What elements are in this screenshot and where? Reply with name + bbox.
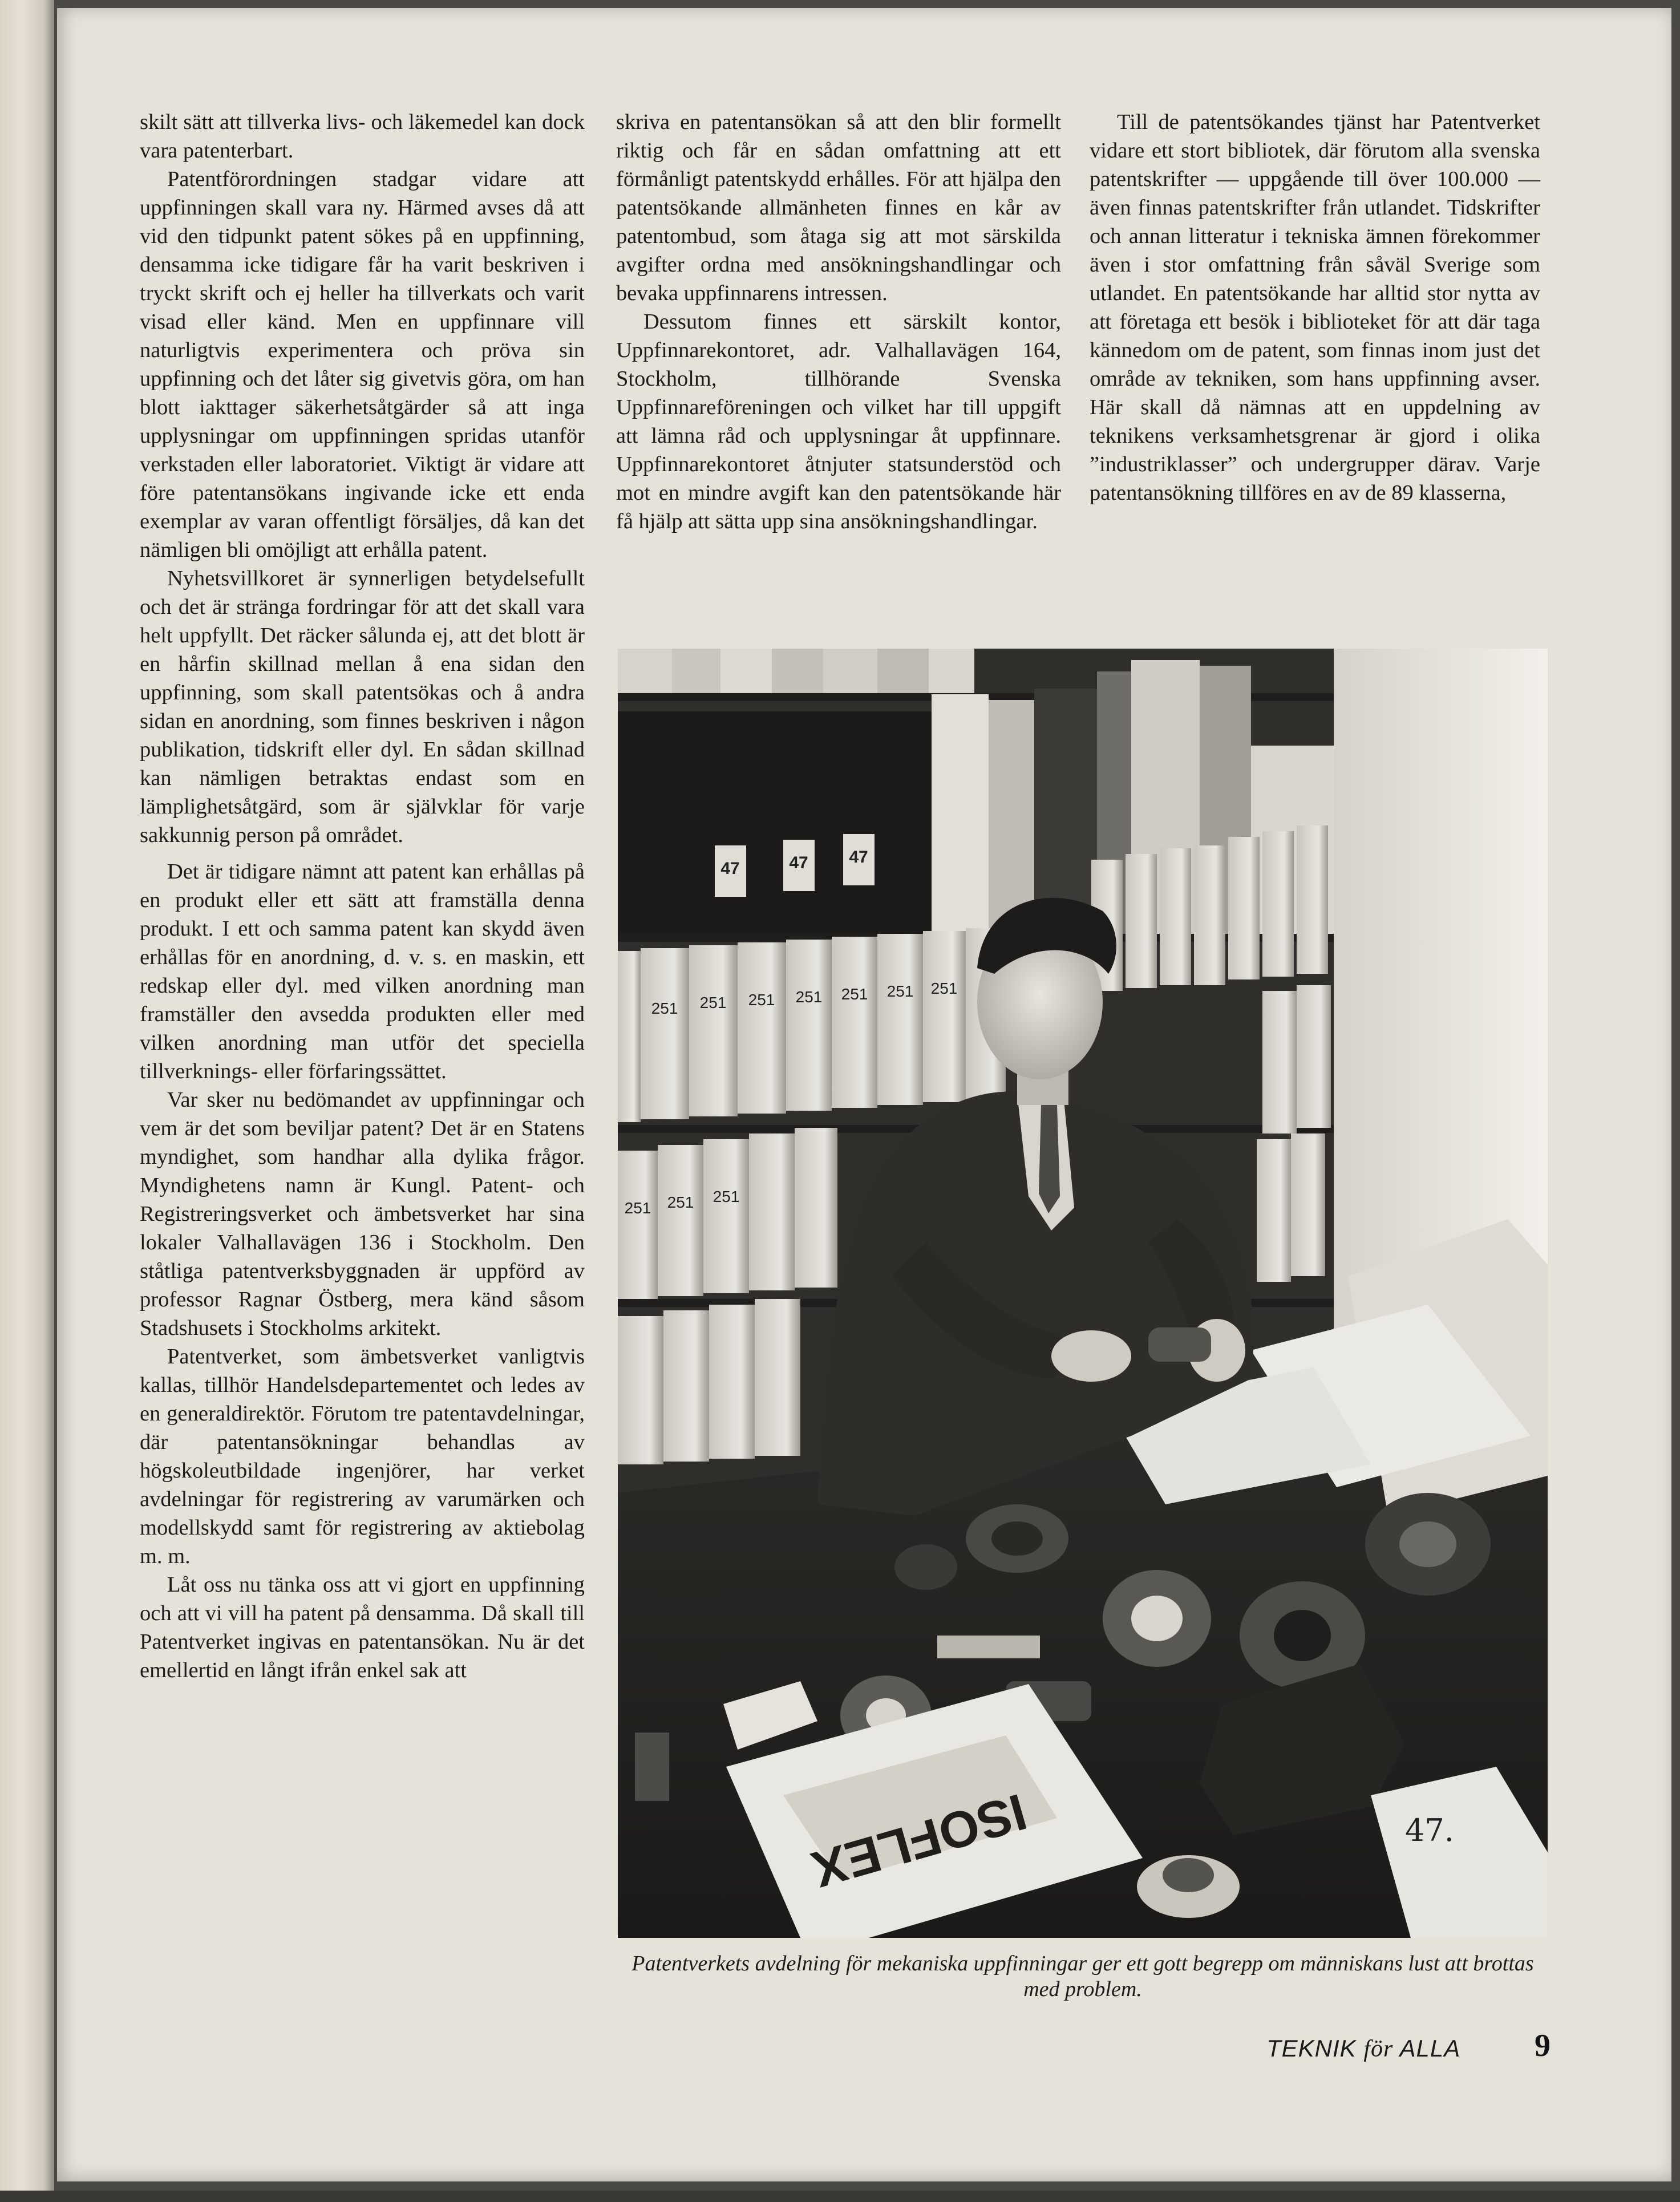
adjacent-page-edge <box>0 0 54 2191</box>
box-label-251: 251 <box>886 982 914 1000</box>
archive-boxes-row-3 <box>618 1299 800 1464</box>
box-label-47 <box>783 840 815 891</box>
box-label-47 <box>715 845 746 897</box>
page-number: 9 <box>1535 2028 1551 2063</box>
svg-text:47: 47 <box>849 848 868 867</box>
paragraph: Patentförordningen stadgar vidare att uppfinningen skall vara ny. Härmed avses då att vid den tidpunkt patent sökes på en uppfinning, densamma icke tidigare får ha varit beskriven i tryckt skrift och ej heller ha tillverkats och varit visad eller känd. Men en uppfinnare vill naturligtvis experimentera och pröva sin uppfinning och det låter sig givetvis göra, om han blott iakttager säkerhetsåtgärder så att inga upplysningar om uppfinningen spridas utanför verkstaden eller laboratoriet. Viktigt är vidare att före patentansökans ingivande icke ett enda exemplar av varan offentligt försäljes, då kan det nämligen bli omöjligt att erhålla patent. <box>140 167 585 562</box>
paragraph: Dessutom finnes ett särskilt kontor, Uppfinnarekontoret, adr. Valhallavägen 164, Stockholm, tillhörande Svenska Uppfinnareföreningen och vilket har till uppgift att lämna råd och upplysningar åt uppfinnare. Uppfinnarekontoret åtnjuter statsunderstöd och mot en mindre avgift kan den patentsökande här få hjälp att sätta upp sina ansökningshandlingar. <box>616 310 1061 533</box>
svg-text:47: 47 <box>789 853 808 872</box>
photo-caption: Patentverkets avdelning för mekaniska uppfinningar ger ett gott begrepp om människans lust att brottas med problem. <box>631 1952 1534 2001</box>
text-column-1 <box>140 108 585 1685</box>
paragraph: Nyhetsvillkoret är synnerligen betydelsefullt och det är stränga fordringar för att det skall vara helt uppfyllt. Det räcker sålunda ej, att det blott är en hårfin skillnad mellan å ena sidan den uppfinning, som skall patentsökas och å andra sidan en anordning, som finnes beskriven i någon publikation, tidskrift eller dyl. En sådan skillnad kan nämligen betraktas endast som en lämplighetsåtgärd, som är självklar för varje sakkunnig person på området. <box>140 566 585 847</box>
paragraph: Patentverket, som ämbetsverket vanligtvis kallas, tillhör Handelsdepartementet och ledes av en generaldirektör. Förutom tre patentavdelningar, där patentansökningar behandlas av högskoleutbildade ingenjörer, har verket avdelningar för registrering av varumärken och modellskydd samt för registrering av aktiebolag m. m. <box>140 1345 585 1568</box>
box-label-251: 251 <box>930 979 958 997</box>
box-label-251: 251 <box>795 988 823 1006</box>
paragraph: Var sker nu bedömandet av uppfinningar och vem är det som beviljar patent? Det är en Statens myndighet, som handhar alla dylika frågor. Myndighetens namn är Kungl. Patent- och Registreringsverket och ämbetsverket har sina lokaler Valhallavägen 136 i Stockholm. Den ståtliga patentverksbyggnaden är uppförd av professor Ragnar Östberg, mera känd såsom Stadshusets i Stockholms arkitekt. <box>140 1088 585 1340</box>
box-label-251: 251 <box>651 999 678 1017</box>
paragraph: skilt sätt att tillverka livs- och läkemedel kan dock vara patenterbart. <box>140 110 585 163</box>
box-label-251: 251 <box>713 1188 740 1205</box>
magazine-page <box>57 8 1671 2181</box>
box-label-251: 251 <box>748 991 775 1009</box>
paragraph: Det är tidigare nämnt att patent kan erhållas på en produkt eller ett sätt att framställa denna produkt. I ett och samma patent kan skydd även erhållas för en anordning, d. v. s. en maskin, ett redskap eller dyl. med vilken anordning man framställer den avsedda produkten eller med vilken anordning man utför det speciella tillverknings- eller förfaringssättet. <box>140 860 585 1083</box>
top-shelf-binders <box>618 649 974 693</box>
archive-boxes-row-1 <box>618 928 1006 1122</box>
svg-text:47.: 47. <box>1405 1812 1454 1848</box>
box-label-47 <box>843 834 875 885</box>
box-label-251: 251 <box>699 994 727 1011</box>
box-label-251: 251 <box>841 985 868 1003</box>
photograph-patent-office-man-examining-parts <box>618 649 1548 1938</box>
box-label-251: 251 <box>624 1199 651 1217</box>
paragraph: Låt oss nu tänka oss att vi gjort en uppfinning och att vi vill ha patent på densamma. Då skall till Patentverket ingivas en patentansökan. Nu är det emellertid en långt ifrån enkel sak att <box>140 1573 585 1682</box>
svg-text:ISOFLEX: ISOFLEX <box>805 1782 1033 1898</box>
scanner-bed-edge <box>0 2191 1680 2202</box>
magazine-name-part: för <box>1363 2036 1394 2062</box>
magazine-name-part: ALLA <box>1399 2035 1461 2062</box>
text-column-2 <box>616 108 1061 536</box>
box-label-251: 251 <box>667 1193 694 1211</box>
paragraph: Till de patentsökandes tjänst har Patentverket vidare ett stort bibliotek, där förutom alla svenska patentskrifter — uppgående till över 100.000 — även finnas patentskrifter från utlandet. Tidskrifter och annan litteratur i tekniska ämnen förekommer även i stor omfattning från såväl Sverige som utlandet. En patentsökande har alltid stor nytta av att företaga ett besök i biblioteket för att där taga kännedom om de patent, som finnas inom just det område av tekniken, som hans uppfinning avser. Här skall då nämnas att en uppdelning av teknikens verksamhetsgrenar är gjord i olika ”industriklasser” och undergrupper därav. Varje patentansökning tillföres en av de 89 klasserna, <box>1090 110 1540 505</box>
svg-text:47: 47 <box>720 859 740 878</box>
text-column-3 <box>1090 108 1540 507</box>
magazine-name <box>1266 2035 1460 2063</box>
paragraph: skriva en patentansökan så att den blir formellt riktig och får en sådan omfattning att ett förmånligt patentskydd erhålles. För att hjälpa den patentsökande allmänheten finnes en kår av patentombud, som åtaga sig att mot särskilda avgifter ordna med ansökningshandlingar och bevaka uppfinnarens intressen. <box>616 110 1061 305</box>
magazine-name-part: TEKNIK <box>1266 2035 1357 2062</box>
